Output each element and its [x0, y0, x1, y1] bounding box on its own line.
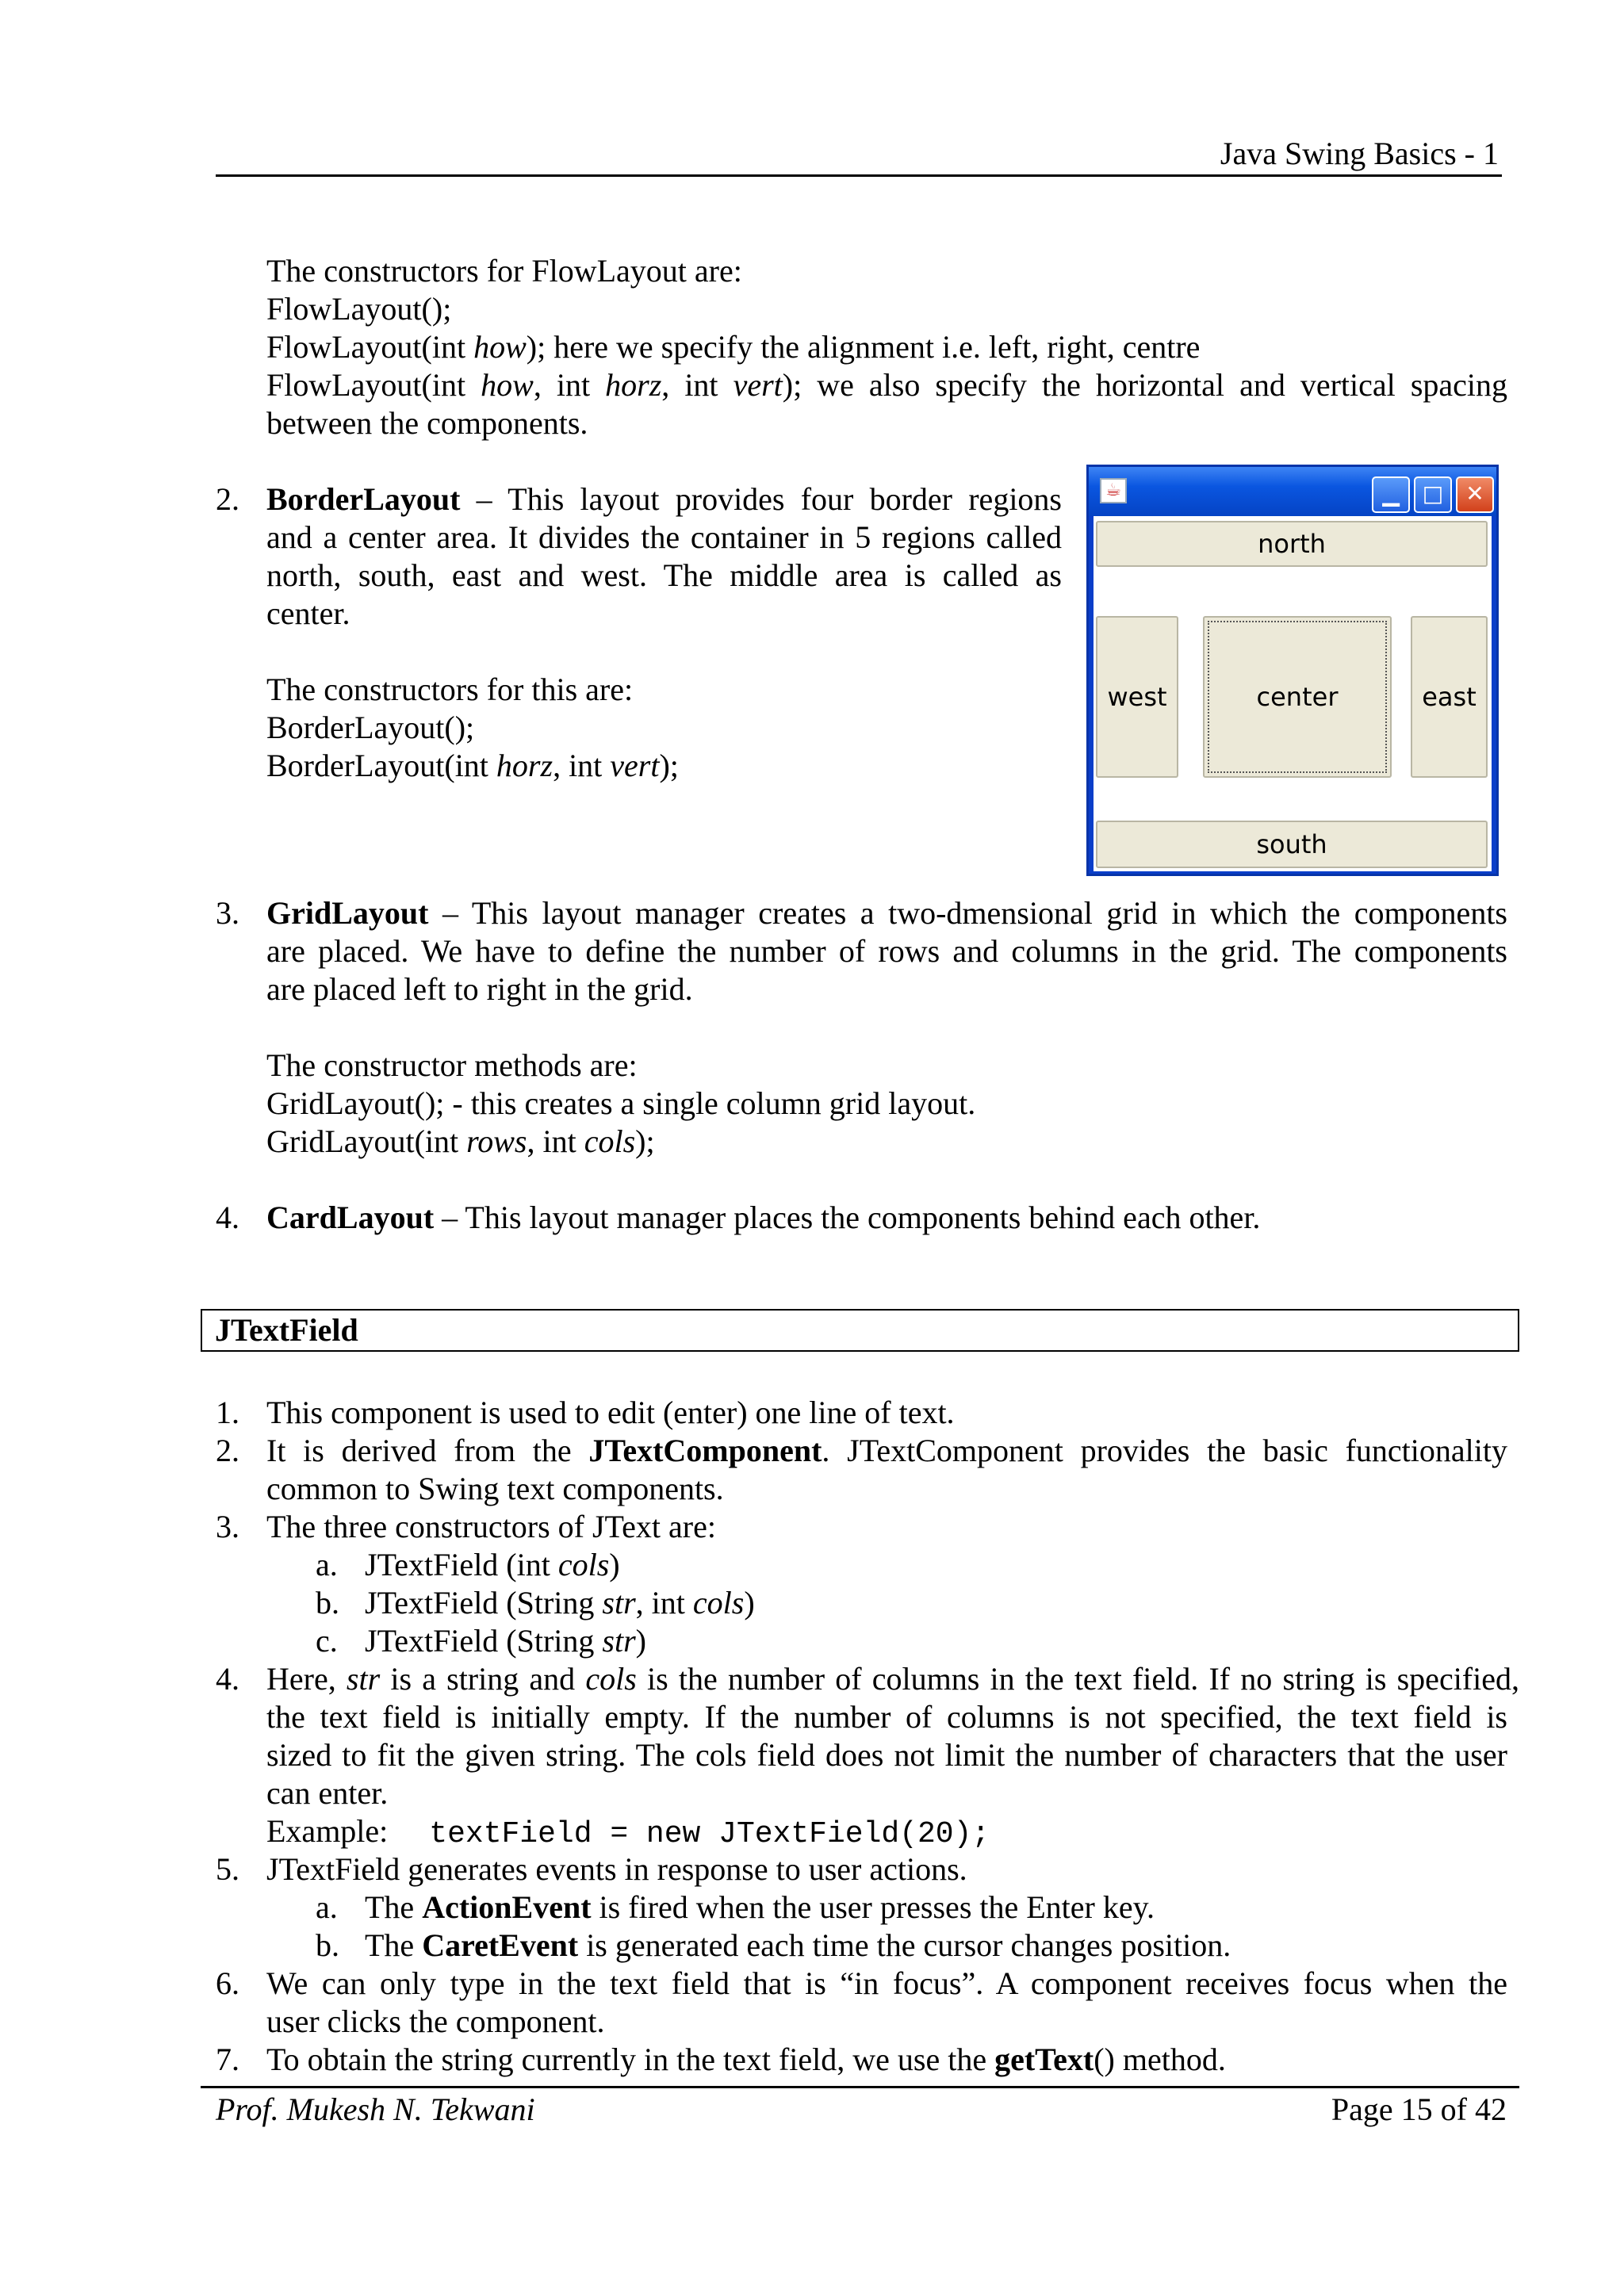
param: str	[346, 1661, 381, 1697]
section-heading-box	[201, 1309, 1519, 1352]
flowlayout-constructors	[266, 252, 1507, 442]
jtf-item-4-line-2: the text field is initially empty. If the number of columns is not specified, the text field is	[266, 1699, 1507, 1735]
border-line-3: north, south, east and west. The middle area is called as	[266, 557, 1062, 593]
border-line-1	[266, 480, 1062, 519]
param: cols	[557, 1547, 610, 1582]
border-ctor-intro: The constructors for this are:	[266, 672, 634, 707]
grid-ctor-intro: The constructor methods are:	[266, 1047, 638, 1083]
close-icon[interactable]: ✕	[1456, 476, 1494, 513]
south-button[interactable]: south	[1096, 821, 1488, 868]
jtf-item-7	[266, 2041, 1507, 2079]
sub-letter: a.	[316, 1889, 338, 1925]
list-number: 2.	[216, 1433, 239, 1468]
gridlayout-description	[266, 894, 1507, 1161]
flow-ctor-2	[266, 328, 1507, 366]
param: cols	[692, 1585, 745, 1621]
spacer	[266, 633, 1062, 671]
header-title: Java Swing Basics - 1	[1220, 136, 1499, 171]
sub-letter: b.	[316, 1927, 339, 1963]
north-button[interactable]: north	[1096, 521, 1488, 567]
list-number: 1.	[216, 1395, 239, 1430]
sub-letter: a.	[316, 1547, 338, 1582]
text: );	[635, 1123, 655, 1159]
card-line	[266, 1199, 1507, 1237]
param: vert	[733, 367, 783, 403]
sub-letter: b.	[316, 1585, 339, 1621]
cardlayout-description	[266, 1199, 1507, 1237]
example-label: Example:	[266, 1813, 389, 1849]
list-number: 7.	[216, 2042, 239, 2077]
borderlayout-description	[266, 480, 1062, 785]
text: JTextField (int	[365, 1547, 558, 1582]
jtf-item-2-line-1	[266, 1432, 1507, 1470]
param: cols	[584, 1123, 636, 1159]
jtf-item-3b	[365, 1584, 755, 1622]
grid-line-1	[266, 894, 1507, 932]
term: ActionEvent	[422, 1889, 592, 1925]
param: how	[473, 329, 527, 365]
center-button[interactable]: center	[1203, 616, 1392, 778]
footer-rule	[201, 2086, 1519, 2088]
param: how	[481, 367, 534, 403]
jtf-example	[266, 1812, 1519, 1850]
param: cols	[585, 1661, 637, 1697]
header-rule	[216, 174, 1502, 177]
border-line-4: center.	[266, 595, 350, 631]
term: BorderLayout	[266, 481, 461, 517]
flow-intro: The constructors for FlowLayout are:	[266, 253, 742, 289]
text: , int	[635, 1585, 693, 1621]
list-number: 3.	[216, 1509, 239, 1544]
text: To obtain the string currently in the text field, we use the	[266, 2042, 995, 2077]
param: rows	[466, 1123, 527, 1159]
text: );	[659, 748, 679, 783]
spacer	[266, 1008, 1507, 1047]
jtf-item-3: The three constructors of JText are:	[266, 1509, 716, 1544]
text: GridLayout(int	[266, 1123, 467, 1159]
text: )	[744, 1585, 755, 1621]
list-number: 4.	[216, 1661, 239, 1697]
list-number: 3.	[216, 895, 239, 931]
text: , int	[533, 367, 606, 403]
grid-ctor-2	[266, 1123, 1507, 1161]
minimize-icon[interactable]: ▁	[1372, 476, 1410, 513]
grid-line-2: are placed. We have to define the number of rows and columns in the grid. The components	[266, 933, 1507, 969]
maximize-icon[interactable]: □	[1414, 476, 1452, 513]
footer-author: Prof. Mukesh N. Tekwani	[216, 2091, 535, 2127]
jtf-item-2-line-2: common to Swing text components.	[266, 1471, 724, 1506]
term: CardLayout	[266, 1200, 435, 1235]
text: is fired when the user presses the Enter key.	[591, 1889, 1155, 1925]
text: is the number of columns in the text field. If no string is specified,	[636, 1661, 1519, 1697]
text: Here,	[266, 1661, 347, 1697]
text: The	[365, 1889, 423, 1925]
window-content	[1094, 516, 1492, 871]
text: FlowLayout(int	[266, 367, 481, 403]
jtf-item-4-line-3: sized to fit the given string. The cols field does not limit the number of characters that the user	[266, 1737, 1507, 1773]
param: str	[602, 1623, 636, 1659]
jtf-item-5a	[365, 1888, 1155, 1927]
jtf-item-4	[266, 1660, 1519, 1850]
text: JTextField (String	[365, 1623, 603, 1659]
text: FlowLayout(int	[266, 329, 474, 365]
param: horz	[496, 748, 553, 783]
text: – This layout provides four border regions	[460, 481, 1062, 517]
section-title: JTextField	[215, 1312, 358, 1348]
east-button[interactable]: east	[1411, 616, 1488, 778]
text: )	[609, 1547, 620, 1582]
term: JTextComponent	[588, 1433, 822, 1468]
example-code: textField = new JTextField(20);	[429, 1817, 990, 1851]
jtf-item-4-line-1	[266, 1660, 1519, 1698]
text: – This layout manager places the components behind each other.	[434, 1200, 1261, 1235]
list-number: 5.	[216, 1851, 239, 1887]
jtf-item-5: JTextField generates events in response to user actions.	[266, 1851, 967, 1887]
java-cup-icon: ☕	[1100, 478, 1127, 503]
text: The	[365, 1927, 423, 1963]
jtf-item-1: This component is used to edit (enter) one line of text.	[266, 1395, 955, 1430]
text: It is derived from the	[266, 1433, 589, 1468]
sub-letter: c.	[316, 1623, 338, 1659]
param: str	[602, 1585, 636, 1621]
west-button[interactable]: west	[1096, 616, 1178, 778]
param: vert	[610, 748, 660, 783]
text: ); here we specify the alignment i.e. left, right, centre	[526, 329, 1201, 365]
flow-ctor-3	[266, 366, 1507, 404]
param: horz	[605, 367, 662, 403]
term: getText	[994, 2042, 1094, 2077]
jtf-item-6-line-1: We can only type in the text field that is “in focus”. A component receives focus when the	[266, 1965, 1507, 2001]
window-titlebar[interactable]	[1089, 467, 1496, 516]
text: () method.	[1094, 2042, 1226, 2077]
border-ctor-2	[266, 747, 1062, 785]
text: is a string and	[380, 1661, 586, 1697]
jtf-item-6	[266, 1965, 1507, 2041]
text: ); we also specify the horizontal and vertical spacing	[782, 367, 1508, 403]
grid-ctor-1: GridLayout(); - this creates a single column grid layout.	[266, 1085, 976, 1121]
flow-ctor-1: FlowLayout();	[266, 291, 452, 327]
jtf-item-3a	[365, 1546, 620, 1584]
list-number: 6.	[216, 1965, 239, 2001]
jtf-item-2	[266, 1432, 1507, 1508]
borderlayout-window	[1086, 465, 1499, 876]
list-number: 4.	[216, 1200, 239, 1235]
border-ctor-1: BorderLayout();	[266, 710, 475, 745]
grid-line-3: are placed left to right in the grid.	[266, 971, 693, 1007]
jtf-item-3c	[365, 1622, 646, 1660]
text: . JTextComponent provides the basic functionality	[822, 1433, 1507, 1468]
term: GridLayout	[266, 895, 429, 931]
jtf-item-4-line-4: can enter.	[266, 1775, 389, 1811]
text: , int	[553, 748, 611, 783]
text: BorderLayout(int	[266, 748, 496, 783]
list-number: 2.	[216, 481, 239, 517]
jtf-item-5b	[365, 1927, 1231, 1965]
text: , int	[527, 1123, 584, 1159]
jtf-item-6-line-2: user clicks the component.	[266, 2003, 605, 2039]
text: JTextField (String	[365, 1585, 603, 1621]
text: is generated each time the cursor changes position.	[578, 1927, 1231, 1963]
flow-ctor-3-cont: between the components.	[266, 405, 588, 441]
text: , int	[661, 367, 733, 403]
footer-page-number: Page 15 of 42	[1331, 2091, 1507, 2127]
text: – This layout manager creates a two-dmensional grid in which the components	[428, 895, 1507, 931]
text: )	[635, 1623, 646, 1659]
border-line-2: and a center area. It divides the container in 5 regions called	[266, 519, 1062, 555]
term: CaretEvent	[422, 1927, 579, 1963]
